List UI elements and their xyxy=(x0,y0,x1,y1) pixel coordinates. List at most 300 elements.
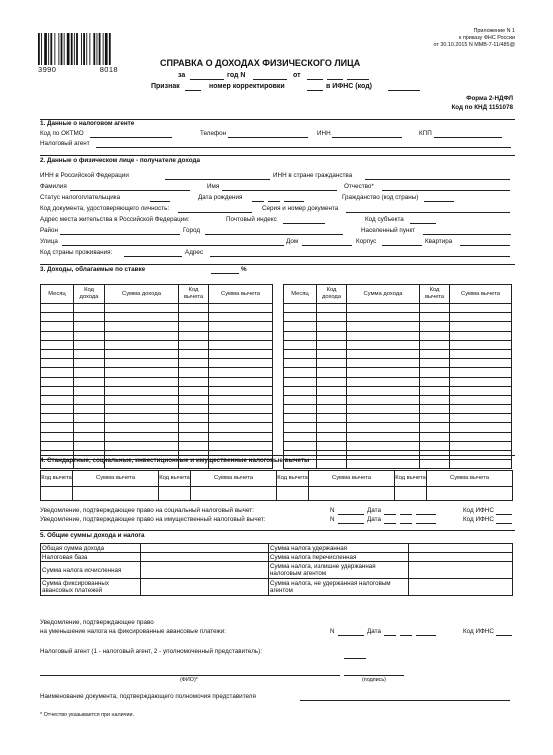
deduction-sum-header: Сумма вычета xyxy=(73,471,159,487)
tax-excess-value[interactable] xyxy=(409,562,513,579)
income-sum-cell[interactable] xyxy=(105,331,179,340)
deduction-code-header: Код вычета xyxy=(277,471,309,487)
deduction-code-cell[interactable] xyxy=(420,460,450,469)
deduction-sum-cell[interactable] xyxy=(73,487,159,501)
income-sum-cell[interactable] xyxy=(105,322,179,331)
id-doc-code-field[interactable] xyxy=(178,212,252,213)
number-field[interactable] xyxy=(253,79,287,80)
section-3-title: 3. Доходы, облагаемые по ставке xyxy=(40,266,146,273)
column-header-month: Месяц xyxy=(41,285,74,304)
notice-ifns-label: Код ИФНС xyxy=(463,516,494,523)
income-code-cell[interactable] xyxy=(317,331,347,340)
deduction-sum-cell[interactable] xyxy=(209,322,273,331)
deduction-sum-cell[interactable] xyxy=(209,304,273,313)
notice-social-ifns[interactable] xyxy=(496,514,512,515)
income-code-cell[interactable] xyxy=(317,322,347,331)
date-month-field[interactable] xyxy=(327,79,343,80)
district-field[interactable] xyxy=(60,234,180,235)
income-code-cell[interactable] xyxy=(74,359,105,368)
month-cell[interactable] xyxy=(284,322,317,331)
table-row xyxy=(41,395,273,404)
month-cell[interactable] xyxy=(284,368,317,377)
deduction-code-cell[interactable] xyxy=(420,377,450,386)
street-field[interactable] xyxy=(62,245,284,246)
deduction-code-cell[interactable] xyxy=(159,487,191,501)
month-cell[interactable] xyxy=(41,331,74,340)
income-sum-cell[interactable] xyxy=(347,368,420,377)
income-sum-cell[interactable] xyxy=(347,304,420,313)
deduction-sum-cell[interactable] xyxy=(450,368,512,377)
citizenship-label: Гражданство (код страны) xyxy=(342,194,419,201)
income-sum-cell[interactable] xyxy=(105,304,179,313)
deduction-code-cell[interactable] xyxy=(420,322,450,331)
notice-date-label: Дата xyxy=(367,507,381,514)
inn-foreign-field[interactable] xyxy=(365,179,510,180)
table-row xyxy=(41,322,273,331)
deduction-code-cell[interactable] xyxy=(179,377,209,386)
fixed-advance-label: Сумма фиксированных авансовых платежей xyxy=(41,579,141,596)
deduction-sum-cell[interactable] xyxy=(450,405,512,414)
income-sum-cell[interactable] xyxy=(105,423,179,432)
deduction-sum-cell[interactable] xyxy=(209,432,273,441)
deduction-code-cell[interactable] xyxy=(179,340,209,349)
income-sum-cell[interactable] xyxy=(347,340,420,349)
month-cell[interactable] xyxy=(41,340,74,349)
month-cell[interactable] xyxy=(41,441,74,450)
table-row xyxy=(41,313,273,322)
deduction-code-cell[interactable] xyxy=(420,304,450,313)
notice-social-day[interactable] xyxy=(384,514,396,515)
table-row xyxy=(284,313,512,322)
income-code-cell[interactable] xyxy=(317,304,347,313)
ifns-field[interactable] xyxy=(388,90,420,91)
deduction-sum-cell[interactable] xyxy=(209,405,273,414)
sign-field[interactable] xyxy=(185,90,201,91)
deduction-sum-cell[interactable] xyxy=(191,487,277,501)
income-code-cell[interactable] xyxy=(74,386,105,395)
tax-withheld-value[interactable] xyxy=(409,544,513,553)
income-sum-cell[interactable] xyxy=(105,432,179,441)
phone-field[interactable] xyxy=(228,137,308,138)
deduction-code-cell[interactable] xyxy=(420,386,450,395)
deduction-sum-cell[interactable] xyxy=(450,340,512,349)
deduction-code-cell[interactable] xyxy=(395,487,427,501)
month-cell[interactable] xyxy=(41,349,74,358)
table-row xyxy=(41,423,273,432)
income-code-cell[interactable] xyxy=(74,395,105,404)
income-sum-cell[interactable] xyxy=(105,405,179,414)
deduction-code-cell[interactable] xyxy=(420,313,450,322)
page-title: СПРАВКА О ДОХОДАХ ФИЗИЧЕСКОГО ЛИЦА xyxy=(160,58,361,68)
deduction-code-header: Код вычета xyxy=(395,471,427,487)
deduction-sum-cell[interactable] xyxy=(450,377,512,386)
income-code-cell[interactable] xyxy=(74,405,105,414)
year-field[interactable] xyxy=(190,79,224,80)
month-cell[interactable] xyxy=(284,395,317,404)
birth-date-label: Дата рождения xyxy=(198,194,243,201)
month-cell[interactable] xyxy=(284,377,317,386)
knd-code: Код по КНД 1151078 xyxy=(451,104,513,111)
month-cell[interactable] xyxy=(41,405,74,414)
birth-day-field[interactable] xyxy=(252,201,264,202)
income-sum-cell[interactable] xyxy=(347,432,420,441)
deduction-sum-cell[interactable] xyxy=(450,386,512,395)
month-cell[interactable] xyxy=(41,414,74,423)
series-number-field[interactable] xyxy=(346,212,510,213)
country-code-field[interactable] xyxy=(124,256,182,257)
notice-social-number[interactable] xyxy=(338,514,364,515)
deduction-sum-header: Сумма вычета xyxy=(309,471,395,487)
advance-ifns-label: Код ИФНС xyxy=(463,628,494,635)
name-label: Имя xyxy=(207,183,220,190)
tax-base-value[interactable] xyxy=(141,553,269,562)
month-cell[interactable] xyxy=(284,359,317,368)
settlement-field[interactable] xyxy=(423,234,511,235)
deduction-code-cell[interactable] xyxy=(420,423,450,432)
table-row xyxy=(41,441,273,450)
notice-social-year[interactable] xyxy=(416,514,436,515)
advance-notice-month[interactable] xyxy=(400,635,412,636)
notice-property-year[interactable] xyxy=(416,523,436,524)
deduction-code-cell[interactable] xyxy=(277,487,309,501)
name-field[interactable] xyxy=(222,190,337,191)
income-sum-cell[interactable] xyxy=(105,349,179,358)
notice-property-day[interactable] xyxy=(384,523,396,524)
deduction-code-cell[interactable] xyxy=(179,414,209,423)
deduction-sum-cell[interactable] xyxy=(209,414,273,423)
income-sum-cell[interactable] xyxy=(105,368,179,377)
column-header-deduction-code: Код вычета xyxy=(179,285,209,304)
table-row xyxy=(284,441,512,450)
inn-rf-field[interactable] xyxy=(165,179,270,180)
advance-notice-number[interactable] xyxy=(338,635,364,636)
income-code-cell[interactable] xyxy=(317,423,347,432)
birth-month-field[interactable] xyxy=(268,201,280,202)
income-code-cell[interactable] xyxy=(74,423,105,432)
deduction-code-cell[interactable] xyxy=(179,423,209,432)
income-code-cell[interactable] xyxy=(74,377,105,386)
deduction-code-cell[interactable] xyxy=(179,304,209,313)
inn-field[interactable] xyxy=(332,137,402,138)
section-4-title: 4. Стандартные, социальные, инвестиционные и имущественные налоговые вычеты xyxy=(40,457,310,464)
income-sum-cell[interactable] xyxy=(105,441,179,450)
deduction-sum-cell[interactable] xyxy=(209,386,273,395)
deduction-sum-cell[interactable] xyxy=(427,487,513,501)
income-sum-cell[interactable] xyxy=(347,441,420,450)
fio-field[interactable] xyxy=(40,675,340,676)
section-2-title: 2. Данные о физическом лице - получателе дохода xyxy=(40,157,200,164)
agent-field[interactable] xyxy=(96,147,511,148)
month-cell[interactable] xyxy=(284,432,317,441)
month-cell[interactable] xyxy=(284,349,317,358)
deduction-sum-cell[interactable] xyxy=(450,313,512,322)
signature-field[interactable] xyxy=(344,675,404,676)
income-code-cell[interactable] xyxy=(317,395,347,404)
income-table-left xyxy=(40,284,273,469)
date-year-field[interactable] xyxy=(347,79,369,80)
month-cell[interactable] xyxy=(41,395,74,404)
signature-caption: (подпись) xyxy=(362,677,386,683)
month-cell[interactable] xyxy=(284,340,317,349)
tax-not-withheld-label: Сумма налога, не удержанная налоговым агентом xyxy=(269,579,409,596)
income-sum-cell[interactable] xyxy=(347,386,420,395)
month-cell[interactable] xyxy=(41,423,74,432)
table-row xyxy=(284,423,512,432)
deduction-sum-cell[interactable] xyxy=(450,304,512,313)
deduction-sum-cell[interactable] xyxy=(209,423,273,432)
income-code-cell[interactable] xyxy=(74,414,105,423)
income-sum-cell[interactable] xyxy=(347,423,420,432)
income-sum-cell[interactable] xyxy=(347,331,420,340)
income-sum-cell[interactable] xyxy=(105,414,179,423)
table-row xyxy=(284,322,512,331)
deduction-sum-cell[interactable] xyxy=(209,441,273,450)
divider xyxy=(40,530,515,531)
income-code-cell[interactable] xyxy=(317,441,347,450)
deduction-code-cell[interactable] xyxy=(179,331,209,340)
income-code-cell[interactable] xyxy=(74,313,105,322)
deduction-sum-cell[interactable] xyxy=(450,359,512,368)
deduction-sum-cell[interactable] xyxy=(450,423,512,432)
notice-social-month[interactable] xyxy=(400,514,412,515)
deduction-sum-cell[interactable] xyxy=(209,340,273,349)
advance-notice-year[interactable] xyxy=(416,635,436,636)
income-code-cell[interactable] xyxy=(74,340,105,349)
kpp-field[interactable] xyxy=(434,137,502,138)
income-sum-cell[interactable] xyxy=(347,395,420,404)
month-cell[interactable] xyxy=(284,441,317,450)
rate-field[interactable] xyxy=(211,273,239,274)
building-field[interactable] xyxy=(382,245,422,246)
column-header-month: Месяц xyxy=(284,285,317,304)
deduction-sum-cell[interactable] xyxy=(209,359,273,368)
deduction-sum-cell[interactable] xyxy=(309,487,395,501)
deduction-sum-cell[interactable] xyxy=(209,313,273,322)
column-header-deduction-code: Код вычета xyxy=(420,285,450,304)
ifns-label: в ИФНС (код) xyxy=(326,83,373,90)
correction-field[interactable] xyxy=(307,90,323,91)
income-code-cell[interactable] xyxy=(317,386,347,395)
deduction-code-header: Код вычета xyxy=(159,471,191,487)
income-sum-cell[interactable] xyxy=(105,386,179,395)
form-name: Форма 2-НДФЛ xyxy=(466,95,513,102)
income-sum-cell[interactable] xyxy=(347,414,420,423)
citizenship-field[interactable] xyxy=(424,201,454,202)
deduction-code-cell[interactable] xyxy=(420,340,450,349)
district-label: Район xyxy=(40,227,58,234)
section-5-title: 5. Общие суммы дохода и налога xyxy=(40,532,145,539)
income-sum-cell[interactable] xyxy=(105,377,179,386)
income-code-cell[interactable] xyxy=(74,322,105,331)
status-field[interactable] xyxy=(150,201,170,202)
month-cell[interactable] xyxy=(41,368,74,377)
deduction-sum-cell[interactable] xyxy=(209,349,273,358)
income-code-cell[interactable] xyxy=(317,432,347,441)
table-row xyxy=(41,414,273,423)
tax-calculated-value[interactable] xyxy=(141,562,269,579)
deduction-sum-cell[interactable] xyxy=(450,414,512,423)
deduction-sum-header: Сумма вычета xyxy=(427,471,513,487)
income-code-cell[interactable] xyxy=(74,349,105,358)
deduction-code-cell[interactable] xyxy=(179,441,209,450)
birth-year-field[interactable] xyxy=(284,201,304,202)
total-income-value[interactable] xyxy=(141,544,269,553)
notice-property-ifns[interactable] xyxy=(496,523,512,524)
apartment-label: Квартира xyxy=(425,238,453,245)
deduction-sum-cell[interactable] xyxy=(209,331,273,340)
tax-not-withheld-value[interactable] xyxy=(409,579,513,596)
deduction-code-cell[interactable] xyxy=(420,395,450,404)
agent-type-field[interactable] xyxy=(344,658,366,659)
month-cell[interactable] xyxy=(41,322,74,331)
house-field[interactable] xyxy=(302,245,352,246)
income-code-cell[interactable] xyxy=(317,340,347,349)
income-code-cell[interactable] xyxy=(74,331,105,340)
month-cell[interactable] xyxy=(41,304,74,313)
deduction-code-cell[interactable] xyxy=(179,405,209,414)
advance-notice-ifns[interactable] xyxy=(496,635,512,636)
income-sum-cell[interactable] xyxy=(347,405,420,414)
month-cell[interactable] xyxy=(284,386,317,395)
month-cell[interactable] xyxy=(284,414,317,423)
table-row xyxy=(284,304,512,313)
income-sum-cell[interactable] xyxy=(105,313,179,322)
income-sum-cell[interactable] xyxy=(347,313,420,322)
deduction-sum-cell[interactable] xyxy=(450,322,512,331)
month-cell[interactable] xyxy=(41,377,74,386)
deduction-code-cell[interactable] xyxy=(420,405,450,414)
income-sum-cell[interactable] xyxy=(347,377,420,386)
deduction-code-cell[interactable] xyxy=(179,313,209,322)
notice-property-month[interactable] xyxy=(400,523,412,524)
deduction-sum-cell[interactable] xyxy=(450,395,512,404)
oktmo-field[interactable] xyxy=(90,137,172,138)
deduction-sum-header: Сумма вычета xyxy=(191,471,277,487)
appendix-note xyxy=(434,28,515,49)
deduction-code-cell[interactable] xyxy=(179,432,209,441)
income-sum-cell[interactable] xyxy=(105,359,179,368)
fio-caption: (ФИО)* xyxy=(180,677,198,683)
deduction-code-cell[interactable] xyxy=(420,432,450,441)
region-code-field[interactable] xyxy=(410,223,436,224)
notice-property-number[interactable] xyxy=(338,523,364,524)
fixed-advance-value[interactable] xyxy=(141,579,269,596)
patronymic-label: Отчество* xyxy=(344,183,374,190)
month-cell[interactable] xyxy=(41,313,74,322)
income-code-cell[interactable] xyxy=(317,405,347,414)
income-code-cell[interactable] xyxy=(317,414,347,423)
income-code-cell[interactable] xyxy=(317,460,347,469)
month-cell[interactable] xyxy=(41,432,74,441)
month-cell[interactable] xyxy=(284,304,317,313)
income-code-cell[interactable] xyxy=(74,368,105,377)
column-header-income-sum: Сумма дохода xyxy=(105,285,179,304)
deduction-code-cell[interactable] xyxy=(420,349,450,358)
tax-base-label: Налоговая база xyxy=(41,553,141,562)
date-day-field[interactable] xyxy=(307,79,323,80)
deduction-sum-cell[interactable] xyxy=(450,432,512,441)
income-code-cell[interactable] xyxy=(317,368,347,377)
month-cell[interactable] xyxy=(41,386,74,395)
deduction-sum-cell[interactable] xyxy=(209,395,273,404)
income-code-cell[interactable] xyxy=(74,441,105,450)
street-label: Улица xyxy=(40,238,58,245)
table-row xyxy=(41,340,273,349)
deduction-code-cell[interactable] xyxy=(179,349,209,358)
deduction-sum-cell[interactable] xyxy=(450,331,512,340)
surname-field[interactable] xyxy=(70,190,190,191)
advance-notice-day[interactable] xyxy=(384,635,396,636)
deduction-code-cell[interactable] xyxy=(41,487,73,501)
inn-rf-label: ИНН в Российской Федерации xyxy=(40,172,129,179)
income-code-cell[interactable] xyxy=(317,359,347,368)
income-sum-cell[interactable] xyxy=(347,322,420,331)
deduction-sum-cell[interactable] xyxy=(209,368,273,377)
deduction-sum-cell[interactable] xyxy=(209,377,273,386)
deduction-code-cell[interactable] xyxy=(179,322,209,331)
income-code-cell[interactable] xyxy=(317,313,347,322)
doc-name-field[interactable] xyxy=(300,700,510,701)
deduction-code-cell[interactable] xyxy=(420,331,450,340)
deduction-code-cell[interactable] xyxy=(420,414,450,423)
barcode-number-left: 3990 xyxy=(38,65,57,74)
deduction-sum-cell[interactable] xyxy=(450,349,512,358)
month-cell[interactable] xyxy=(284,423,317,432)
column-header-income-sum: Сумма дохода xyxy=(347,285,420,304)
deduction-code-cell[interactable] xyxy=(179,368,209,377)
income-sum-cell[interactable] xyxy=(347,460,420,469)
tax-transferred-value[interactable] xyxy=(409,553,513,562)
deduction-sum-cell[interactable] xyxy=(450,441,512,450)
deduction-code-cell[interactable] xyxy=(420,368,450,377)
deduction-code-cell[interactable] xyxy=(179,395,209,404)
address-label: Адрес xyxy=(185,249,204,256)
deduction-code-cell[interactable] xyxy=(420,441,450,450)
month-cell[interactable] xyxy=(41,359,74,368)
appendix-line-3: от 30.10.2015 N ММВ-7-11/485@ xyxy=(433,42,515,48)
income-sum-cell[interactable] xyxy=(105,340,179,349)
tax-calculated-label: Сумма налога исчисленная xyxy=(41,562,141,579)
income-sum-cell[interactable] xyxy=(347,359,420,368)
month-cell[interactable] xyxy=(284,405,317,414)
deduction-code-cell[interactable] xyxy=(179,359,209,368)
patronymic-field[interactable] xyxy=(382,190,510,191)
income-sum-cell[interactable] xyxy=(347,349,420,358)
income-code-cell[interactable] xyxy=(317,349,347,358)
status-label: Статус налогоплательщика xyxy=(40,194,121,201)
income-code-cell[interactable] xyxy=(74,432,105,441)
address-field[interactable] xyxy=(210,256,510,257)
percent-sign: % xyxy=(241,266,247,273)
month-cell[interactable] xyxy=(284,331,317,340)
column-header-deduction-sum: Сумма вычета xyxy=(450,285,512,304)
deduction-code-cell[interactable] xyxy=(420,359,450,368)
apartment-field[interactable] xyxy=(460,245,510,246)
table-row xyxy=(41,304,273,313)
building-label: Корпус xyxy=(356,238,377,245)
postal-index-field[interactable] xyxy=(283,223,325,224)
appendix-line-1: Приложение N 1 xyxy=(473,28,515,34)
deduction-code-cell[interactable] xyxy=(179,386,209,395)
income-sum-cell[interactable] xyxy=(105,395,179,404)
table-row xyxy=(284,368,512,377)
income-code-cell[interactable] xyxy=(317,377,347,386)
table-row xyxy=(284,386,512,395)
city-field[interactable] xyxy=(205,234,343,235)
deduction-sum-cell[interactable] xyxy=(450,460,512,469)
month-cell[interactable] xyxy=(284,313,317,322)
income-code-cell[interactable] xyxy=(74,304,105,313)
